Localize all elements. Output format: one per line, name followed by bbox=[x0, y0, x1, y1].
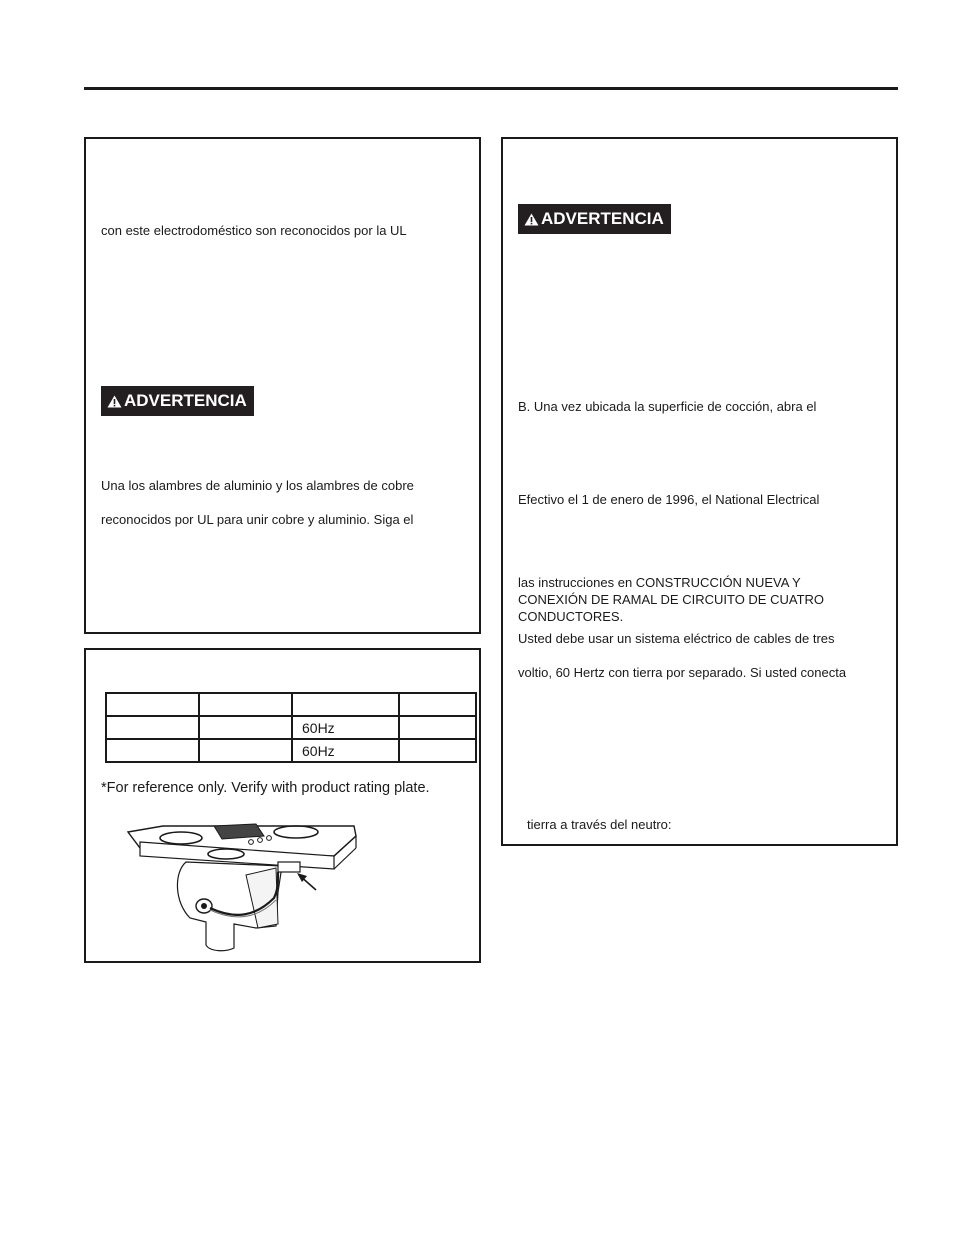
table-cell bbox=[292, 693, 399, 716]
spec-table bbox=[105, 692, 477, 763]
table-cell bbox=[399, 693, 476, 716]
table-cell bbox=[106, 716, 199, 739]
table-cell bbox=[399, 739, 476, 762]
left-text-line-2: Una los alambres de aluminio y los alambres de cobre bbox=[101, 478, 414, 493]
warning-label-left: ADVERTENCIA bbox=[124, 391, 247, 410]
right-text-line-4: Usted debe usar un sistema eléctrico de cables de tres bbox=[518, 631, 835, 646]
warning-triangle-icon bbox=[107, 395, 122, 408]
warning-badge-left bbox=[101, 386, 254, 416]
table-row bbox=[106, 716, 476, 739]
spec-box bbox=[84, 648, 481, 963]
right-text-line-6: tierra a través del neutro: bbox=[527, 817, 672, 832]
right-text-line-2: Efectivo el 1 de enero de 1996, el National Electrical bbox=[518, 492, 820, 507]
right-text-line-3a: las instrucciones en CONSTRUCCIÓN NUEVA Y bbox=[518, 575, 801, 590]
warning-triangle-icon bbox=[524, 213, 539, 226]
right-text-line-3c: CONDUCTORES. bbox=[518, 609, 624, 624]
right-text-line-3b: CONEXIÓN DE RAMAL DE CIRCUITO DE CUATRO bbox=[518, 592, 825, 607]
table-cell bbox=[199, 693, 292, 716]
table-cell bbox=[399, 716, 476, 739]
right-text-line-1: B. Una vez ubicada la superficie de cocción, abra el bbox=[518, 399, 817, 414]
right-info-box bbox=[501, 137, 898, 846]
reference-note: *For reference only. Verify with product rating plate. bbox=[101, 780, 430, 796]
table-cell: 60Hz bbox=[292, 716, 399, 739]
table-cell bbox=[199, 716, 292, 739]
table-cell bbox=[106, 739, 199, 762]
left-info-box bbox=[84, 137, 481, 634]
cooktop-junction-box-illustration bbox=[126, 820, 366, 958]
table-cell bbox=[199, 739, 292, 762]
table-row bbox=[106, 739, 476, 762]
table-cell: 60Hz bbox=[292, 739, 399, 762]
table-row bbox=[106, 693, 476, 716]
left-text-line-3: reconocidos por UL para unir cobre y aluminio. Siga el bbox=[101, 512, 414, 527]
warning-badge-right bbox=[518, 204, 671, 234]
right-text-line-5: voltio, 60 Hertz con tierra por separado. Si usted conecta bbox=[518, 665, 847, 680]
warning-label-right: ADVERTENCIA bbox=[541, 209, 664, 228]
table-cell bbox=[106, 693, 199, 716]
header-rule bbox=[84, 87, 898, 90]
left-text-line-1: con este electrodoméstico son reconocidos por la UL bbox=[101, 223, 407, 238]
